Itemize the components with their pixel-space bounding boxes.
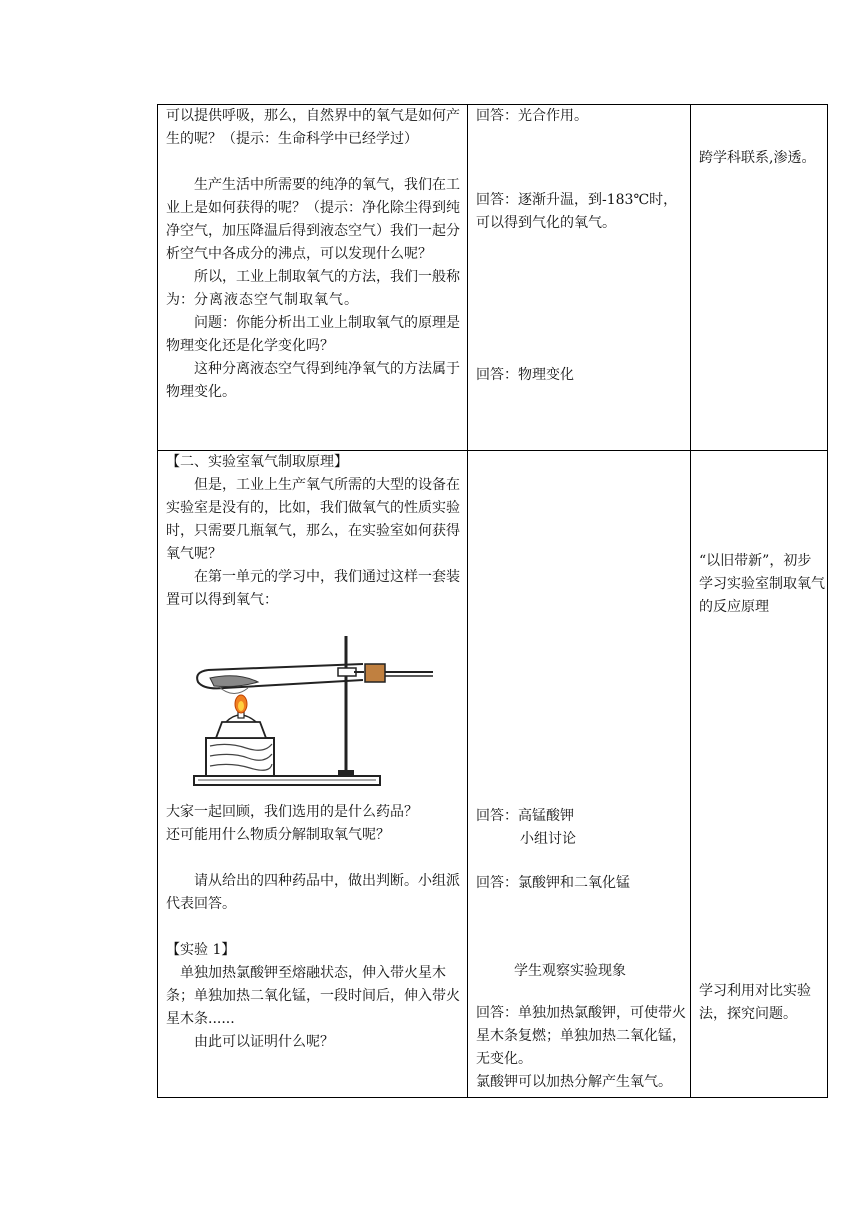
row2-left-exp-heading: 【实验 1】	[166, 942, 236, 958]
row1-left-p4: 问题：你能分析出工业上制取氧气的原理是物理变化还是化学变化吗？	[166, 315, 460, 354]
lesson-table	[157, 104, 828, 1098]
column-divider-2	[690, 105, 691, 1097]
row2-mid-answer1b: 小组讨论	[520, 831, 576, 847]
row1-left-p2: 生产生活中所需要的纯净的氧气，我们在工业上是如何获得的呢？（提示：净化除尘得到纯净空气，加压降温后得到液态空气）我们一起分析空气中各成分的沸点，可以发现什么呢？	[166, 177, 460, 262]
row2-left-q1: 大家一起回顾，我们选用的是什么药品？	[166, 804, 418, 820]
column-divider-1	[467, 105, 468, 1097]
oxygen-apparatus-figure	[188, 630, 438, 790]
row1-mid-answer2: 回答：逐渐升温，到-183℃时，可以得到气化的氧气。	[476, 192, 678, 231]
row2-right-note1: “以旧带新”，初步学习实验室制取氧气的反应原理	[699, 553, 825, 615]
row2-left-cell	[166, 451, 462, 612]
row2-mid-answer3-block	[476, 1002, 686, 1094]
row1-mid-answer3: 回答：物理变化	[476, 367, 574, 383]
row2-left-exp-q: 由此可以证明什么呢？	[194, 1034, 334, 1050]
row2-left-p3: 请从给出的四种药品中，做出判断。小组派代表回答。	[166, 873, 460, 912]
row1-left-cell	[166, 105, 462, 404]
heating-apparatus-icon	[188, 630, 438, 790]
row1-mid-answer1: 回答：光合作用。	[476, 108, 588, 124]
row2-mid-answer3: 回答：单独加热氯酸钾，可使带火星木条复燃；单独加热二氧化锰，无变化。	[476, 1005, 686, 1067]
row2-mid-answer1: 回答：高锰酸钾	[476, 808, 574, 824]
row2-left-heading: 【二、实验室氧气制取原理】	[166, 454, 348, 470]
row1-left-p3	[166, 266, 462, 312]
row2-mid-observe: 学生观察实验现象	[514, 963, 626, 979]
row1-left-p3a: 所以，工业上制取氧气的方法，我们一般称为：	[166, 269, 460, 308]
row1-left-p3b: 分离液态空气制取氧气。	[194, 292, 359, 308]
row2-mid-answer2: 回答：氯酸钾和二氧化锰	[476, 875, 630, 891]
row2-left-p2: 在第一单元的学习中，我们通过这样一套装置可以得到氧气：	[166, 569, 460, 608]
row2-left-questions	[166, 801, 462, 1054]
row1-left-p5: 这种分离液态空气得到纯净氧气的方法属于物理变化。	[166, 361, 460, 400]
row2-right-note2: 学习利用对比实验法，探究问题。	[699, 983, 811, 1022]
row2-mid-answer4: 氯酸钾可以加热分解产生氧气。	[476, 1074, 672, 1090]
row2-left-q2: 还可能用什么物质分解制取氧气呢？	[166, 827, 390, 843]
row1-left-p1: 可以提供呼吸，那么，自然界中的氧气是如何产生的呢？（提示：生命科学中已经学过）	[166, 108, 460, 147]
row1-right-note: 跨学科联系,渗透。	[699, 150, 816, 166]
row2-left-exp-text: 单独加热氯酸钾至熔融状态，伸入带火星木条；单独加热二氧化锰，一段时间后，伸入带火星木条......	[166, 965, 460, 1027]
row2-left-p1: 但是，工业上生产氧气所需的大型的设备在实验室是没有的，比如，我们做氧气的性质实验时，只需要几瓶氧气，那么，在实验室如何获得氧气呢？	[166, 477, 460, 562]
